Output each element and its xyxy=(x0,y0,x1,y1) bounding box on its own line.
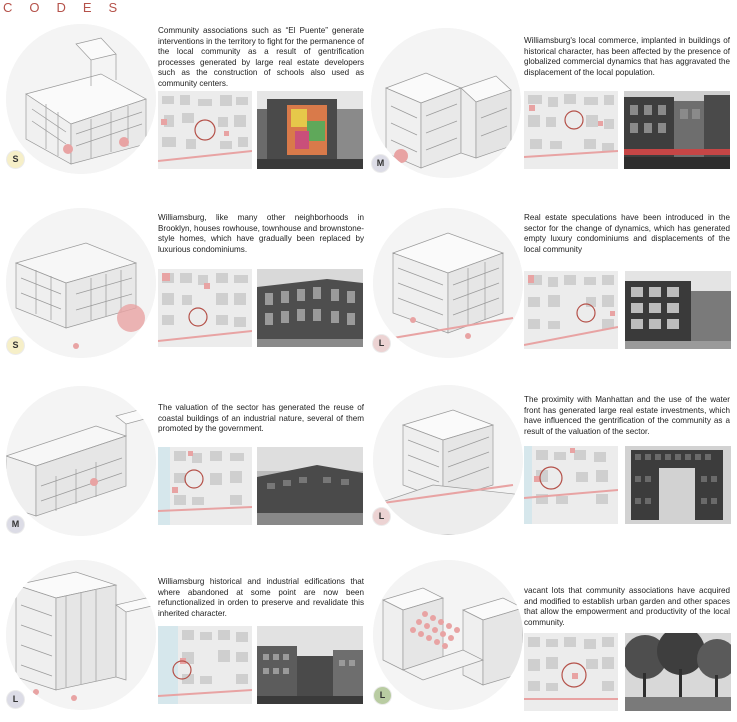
card-description: Williamsburg's local commerce, implanted in buildings of historical character, has been affected by the presence of globalized commercial dynamics that has aggravated the displacement of the local population. xyxy=(524,36,730,77)
school-building-icon xyxy=(6,24,156,174)
code-card-5 xyxy=(6,386,372,556)
site-map-icon xyxy=(524,271,618,349)
scale-badge: L xyxy=(374,687,391,704)
scale-badge: S xyxy=(7,337,24,354)
code-card-4 xyxy=(373,208,737,378)
card-description: Williamsburg, like many other neighborhoods in Brooklyn, houses rowhouse, townhouse and brownstone-style homes, which have gradually been replaced by luxurious condominiums. xyxy=(158,213,364,254)
condominium-icon xyxy=(373,208,523,358)
site-map-icon xyxy=(158,269,252,347)
street-photo-icon xyxy=(257,269,363,347)
site-map-icon xyxy=(524,446,618,524)
scale-badge: L xyxy=(373,508,390,525)
urban-garden-icon xyxy=(373,560,523,710)
industrial-building-icon xyxy=(6,560,156,710)
code-card-6 xyxy=(373,385,737,555)
site-map-icon xyxy=(158,91,252,169)
code-card-2 xyxy=(371,28,737,198)
coastal-warehouse-icon xyxy=(6,386,156,536)
waterfront-tower-icon xyxy=(373,385,523,535)
card-description: The valuation of the sector has generated the reuse of coastal buildings of an industrial nature, several of them promoted by the government. xyxy=(158,403,364,434)
code-card-8 xyxy=(373,560,737,722)
rowhouse-icon xyxy=(6,208,156,358)
park-photo-icon xyxy=(625,633,731,711)
code-card-1 xyxy=(6,24,372,194)
card-description: Community associations such as “El Puente” generate interventions in the territory to fight for the permanence of the local community as a result of gentrification processes generated by large real estate developers such as the construction of schools also used as community centers. xyxy=(158,26,364,88)
scale-badge: L xyxy=(7,691,24,708)
scale-badge: L xyxy=(373,335,390,352)
site-map-icon xyxy=(524,91,618,169)
street-photo-icon xyxy=(624,91,730,169)
code-card-7 xyxy=(6,560,372,722)
code-card-3 xyxy=(6,208,372,378)
site-map-icon xyxy=(524,633,618,711)
street-photo-icon xyxy=(257,91,363,169)
card-description: Real estate speculations have been introduced in the sector for the change of dynamics, which has generated empty luxury condominiums and displacements of the local community xyxy=(524,213,730,254)
street-photo-icon xyxy=(257,626,363,704)
page-title: CODES xyxy=(3,0,135,15)
scale-badge: M xyxy=(7,516,24,533)
card-description: The proximity with Manhattan and the use of the water front has generated large real estate investments, which have influenced the gentrification of the community as a result of the valuation of the sector. xyxy=(524,395,730,436)
street-photo-icon xyxy=(625,446,731,524)
site-map-icon xyxy=(158,626,252,704)
site-map-icon xyxy=(158,447,252,525)
card-description: vacant lots that community associations have acquired and modified to establish urban garden and other spaces that allow the empowerment and productivity of the local community. xyxy=(524,586,730,627)
street-photo-icon xyxy=(257,447,363,525)
street-photo-icon xyxy=(625,271,731,349)
scale-badge: M xyxy=(372,155,389,172)
commercial-buildings-icon xyxy=(371,28,521,178)
scale-badge: S xyxy=(7,151,24,168)
card-description: Williamsburg historical and industrial edifications that where abandoned at some point are now been refunctionalized in orden to preserve and revalidate this inherited character. xyxy=(158,577,364,618)
